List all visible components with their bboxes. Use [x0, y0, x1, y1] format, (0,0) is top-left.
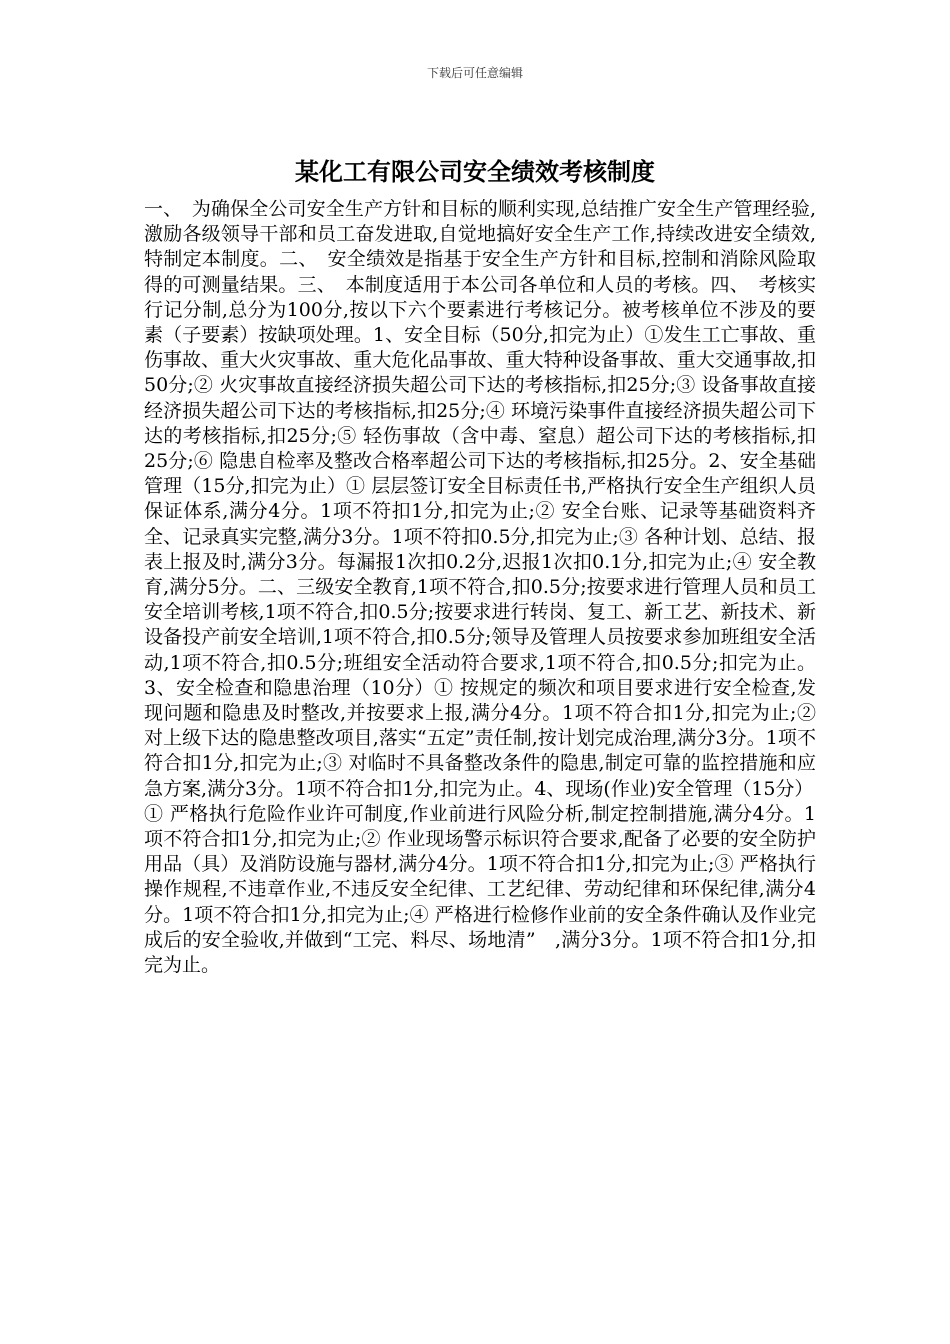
document-title: 某化工有限公司安全绩效考核制度	[295, 158, 655, 186]
body-paragraph-1: 一、 为确保全公司安全生产方针和目标的顺利实现,总结推广安全生产管理经验,激励各级领导干部和员工奋发进取,自觉地搞好安全生产工作,持续改进安全绩效,特制定本制度。二、 安全绩效是指基于安全生产方针和目标,控制和消除风险取得的可测量结果。三、 本制度适用于本公司各单位和人员的考核。四、 考核实行记分制,总分为100分,按以下六个要素进行考核记分。被考核单位不涉及的要素（子要素）按缺项处理。1、安全目标（50分,扣完为止）①发生工亡事故、重伤事故、重大火灾事故、重大危化品事故、重大特种设备事故、重大交通事故,扣50分;② 火灾事故直接经济损失超公司下达的考核指标,扣25分;③ 设备事故直接经济损失超公司下达的考核指标,扣25分;④ 环境污染事件直接经济损失超公司下达的考核指标,扣25分;⑤ 轻伤事故（含中毒、窒息）超公司下达的考核指标,扣25分;⑥ 隐患自检率及整改合格率超公司下达的考核指标,扣25分。2、安全基础管理（15分,扣完为止）① 层层签订安全目标责任书,严格执行安全生产组织人员保证体系,满分4分。1项不符扣1分,扣完为止;② 安全台账、记录等基础资料齐全、记录真实完整,满分3分。1项不符扣0.5分,扣完为止;③ 各种计划、总结、报表上报及时,满分3分。每漏报1次扣0.2分,迟报1次扣0.1分,扣完为止;④ 安全教育,满分5分。二、三级安全教育,1项不符合,扣0.5分;按要求进行管理人员和员工安全培训考核,1项不符合,扣0.5分;按要求进行转岗、复工、新工艺、新技术、新设备投产前安全培训,1项不符合,扣0.5分;领导及管理人员按要求参加班组安全活动,1项不符合,扣0.5分;班组安全活动符合要求,1项不符合,扣0.5分;扣完为止。3、安全检查和隐患治理（10分）① 按规定的频次和项目要求进行安全检查,发现问题和隐患及时整改,并按要求上报,满分4分。1项不符合扣1分,扣完为止;② 对上级下达的隐患整改项目,落实“五定”责任制,按计划完成治理,满分3分。1项不符合扣1分,扣完为止;③ 对临时不具备整改条件的隐患,制定可靠的监控措施和应急方案,满分3分。1项不符合扣1分,扣完为止。4、现场(作业)安全管理（15分）	[144, 198, 816, 800]
header-note: 下载后可任意编辑	[426, 66, 523, 80]
document-body	[144, 197, 816, 978]
body-paragraph-2: ① 严格执行危险作业许可制度,作业前进行风险分析,制定控制措施,满分4分。1项不符合扣1分,扣完为止;② 作业现场警示标识符合要求,配备了必要的安全防护用品（具）及消防设施与器材,满分4分。1项不符合扣1分,扣完为止;③ 严格执行操作规程,不违章作业,不违反安全纪律、工艺纪律、劳动纪律和环保纪律,满分4分。1项不符合扣1分,扣完为止;④ 严格进行检修作业前的安全条件确认及作业完成后的安全验收,并做到“工完、料尽、场地清” ,满分3分。1项不符合扣1分,扣完为止。	[144, 802, 816, 977]
